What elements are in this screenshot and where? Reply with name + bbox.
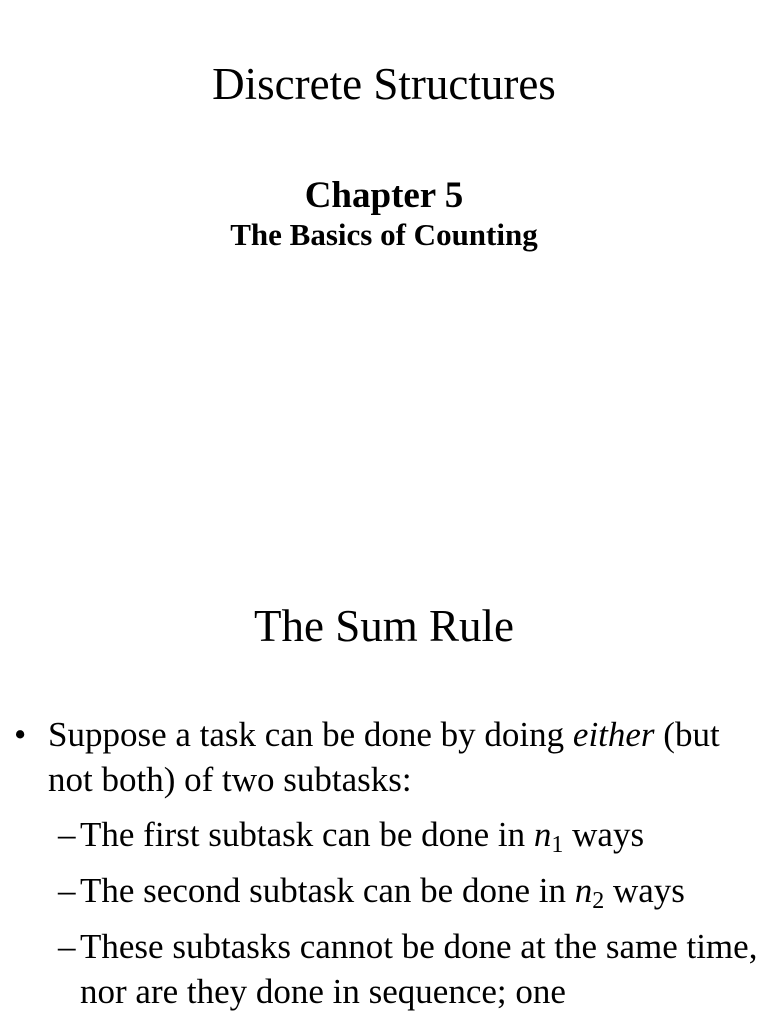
sub-item-text: The second subtask can be done in $n_2$ ways [80,871,685,914]
sub-item-text: The first subtask can be done in $n_1$ ways [80,815,645,858]
subscript: 2 [592,888,605,914]
bullet-marker: • [14,715,27,754]
variable-n: n [574,871,593,910]
dash-marker: – [58,927,76,966]
dash-marker: – [58,815,76,854]
chapter-heading: Chapter 5 [304,175,464,216]
dash-marker: – [58,871,76,910]
slide-sum-rule [0,560,768,1024]
chapter-subtitle: The Basics of Counting [230,217,538,252]
emphasis-either: either [572,715,655,754]
sub-item-text: These subtasks cannot be done at the same time, nor are they done in sequence; one [80,927,758,1011]
slide-title: The Sum Rule [254,601,514,651]
presentation-title: Discrete Structures [212,59,556,109]
variable-n: n [533,815,552,854]
subscript: 1 [551,832,564,858]
bullet-text: Suppose a task can be done by doing either (but not both) of two subtasks: [48,715,720,799]
